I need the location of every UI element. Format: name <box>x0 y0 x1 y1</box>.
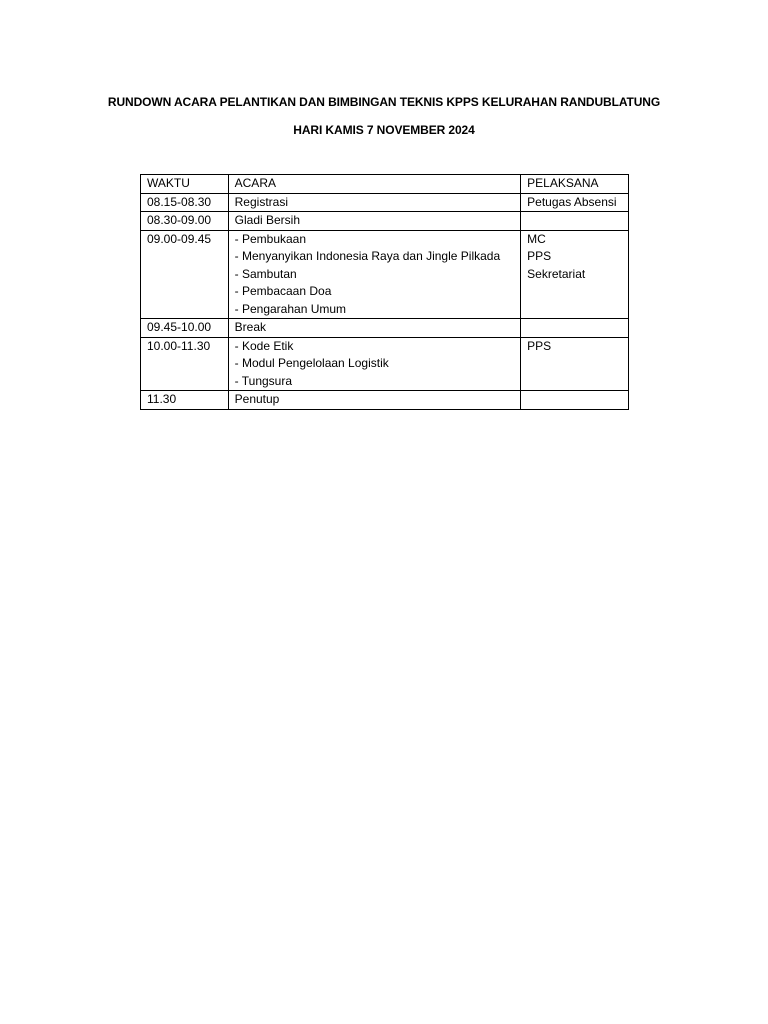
pelaksana-item: Sekretariat <box>527 266 586 281</box>
acara-item: - Menyanyikan Indonesia Raya dan Jingle Pilkada <box>234 249 501 263</box>
cell-pelaksana <box>521 230 629 319</box>
cell-pelaksana <box>521 337 629 391</box>
acara-item: - Pembacaan Doa <box>234 284 332 298</box>
acara-item: - Tungsura <box>234 373 293 388</box>
cell-pelaksana <box>521 391 629 410</box>
cell-pelaksana <box>521 212 629 231</box>
table-row <box>141 212 629 231</box>
cell-waktu: 09.00-09.45 <box>141 230 229 319</box>
acara-item: - Pengarahan Umum <box>234 301 347 316</box>
document-title: RUNDOWN ACARA PELANTIKAN DAN BIMBINGAN TEKNIS KPPS KELURAHAN RANDUBLATUNG <box>107 95 661 109</box>
cell-acara <box>228 319 521 338</box>
cell-waktu: 09.45-10.00 <box>141 319 229 338</box>
document-subtitle: HARI KAMIS 7 NOVEMBER 2024 <box>293 123 475 137</box>
pelaksana-item: MC <box>527 231 546 246</box>
acara-item: Penutup <box>234 392 280 406</box>
acara-item: - Modul Pengelolaan Logistik <box>234 356 389 370</box>
cell-waktu: 08.15-08.30 <box>141 193 229 212</box>
pelaksana-item: PPS <box>527 249 552 263</box>
cell-waktu: 08.30-09.00 <box>141 212 229 231</box>
rundown-table-body <box>141 175 629 410</box>
rundown-table <box>140 174 629 410</box>
header-waktu: WAKTU <box>141 175 229 194</box>
table-header-row <box>141 175 629 194</box>
acara-item: Gladi Bersih <box>234 213 301 227</box>
cell-waktu: 11.30 <box>141 391 229 410</box>
cell-acara <box>228 212 521 231</box>
cell-acara <box>228 337 521 391</box>
table-row <box>141 319 629 338</box>
cell-pelaksana <box>521 319 629 338</box>
table-row <box>141 337 629 391</box>
cell-acara <box>228 193 521 212</box>
cell-acara <box>228 391 521 410</box>
table-row <box>141 391 629 410</box>
table-row <box>141 193 629 212</box>
cell-acara <box>228 230 521 319</box>
acara-item: Registrasi <box>234 194 288 209</box>
acara-item: - Pembukaan <box>234 231 307 246</box>
pelaksana-item: Petugas Absensi <box>527 194 617 209</box>
acara-item: - Kode Etik <box>234 338 294 353</box>
acara-item: - Sambutan <box>234 266 297 281</box>
cell-pelaksana <box>521 193 629 212</box>
acara-item: Break <box>234 320 266 334</box>
pelaksana-item: PPS <box>527 338 552 353</box>
header-acara: ACARA <box>228 175 521 194</box>
table-row <box>141 230 629 319</box>
header-pelaksana: PELAKSANA <box>521 175 629 194</box>
cell-waktu: 10.00-11.30 <box>141 337 229 391</box>
